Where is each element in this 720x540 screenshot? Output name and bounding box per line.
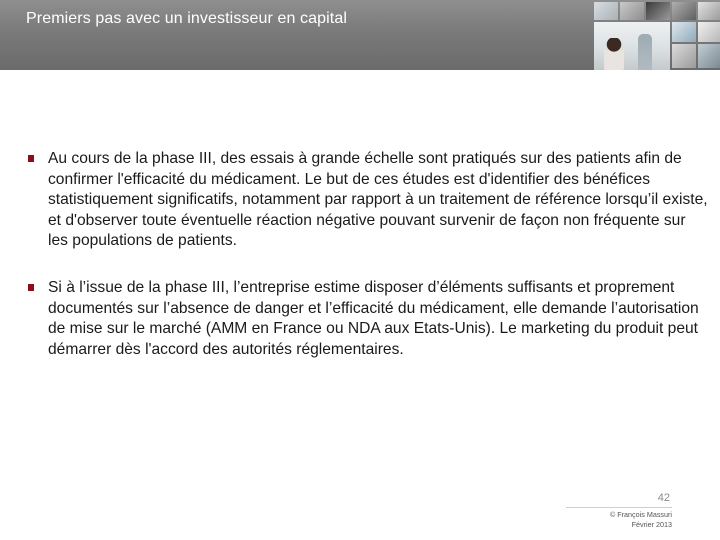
square-bullet-icon — [28, 284, 34, 291]
bullet-text: Si à l’issue de la phase III, l’entreprise estime disposer d’éléments suffisants et proprement documentés sur l’absence de danger et l’efficacité du médicament, elle demande l’autorisation de mise sur le marché (AMM en France ou NDA aux Etats-Unis). Le marketing du produit peut démarrer dès l'accord des autorités réglementaires. — [48, 278, 699, 358]
thumbnail-photo — [646, 2, 670, 20]
thumbnail-photo — [594, 2, 618, 20]
thumbnail-photo — [698, 2, 720, 20]
bullet-text: Au cours de la phase III, des essais à grande échelle sont pratiqués sur des patients afin de confirmer l'efficacité du médicament. Le but de ces études est d'identifier des bénéfices statistiquement significatifs, notamment par rapport à un traitement de référence lorsqu’il existe, et d'observer toute éventuelle réaction négative pouvant survenir de façon non fréquente sur les populations de patients. — [48, 150, 708, 250]
bullet-item — [28, 278, 708, 360]
footer-divider — [566, 507, 672, 508]
thumbnail-photo — [698, 44, 720, 68]
slide-content — [28, 149, 708, 360]
person-figure — [638, 34, 652, 70]
thumbnail-photo — [620, 2, 644, 20]
copyright-author: © François Massuri — [609, 510, 672, 519]
bullet-item — [28, 149, 708, 252]
thumbnail-photo — [672, 2, 696, 20]
person-figure — [604, 38, 624, 70]
copyright-block — [610, 510, 672, 529]
square-bullet-icon — [28, 155, 34, 162]
thumbnail-photo — [672, 22, 696, 42]
header-bar — [0, 0, 720, 70]
thumbnail-photo — [672, 44, 696, 68]
thumbnail-photo — [698, 22, 720, 42]
header-photo-collage — [590, 0, 720, 70]
page-number: 42 — [657, 492, 670, 504]
main-photo — [594, 22, 670, 70]
slide-title: Premiers pas avec un investisseur en capital — [26, 10, 347, 27]
copyright-date: Février 2013 — [631, 519, 672, 529]
